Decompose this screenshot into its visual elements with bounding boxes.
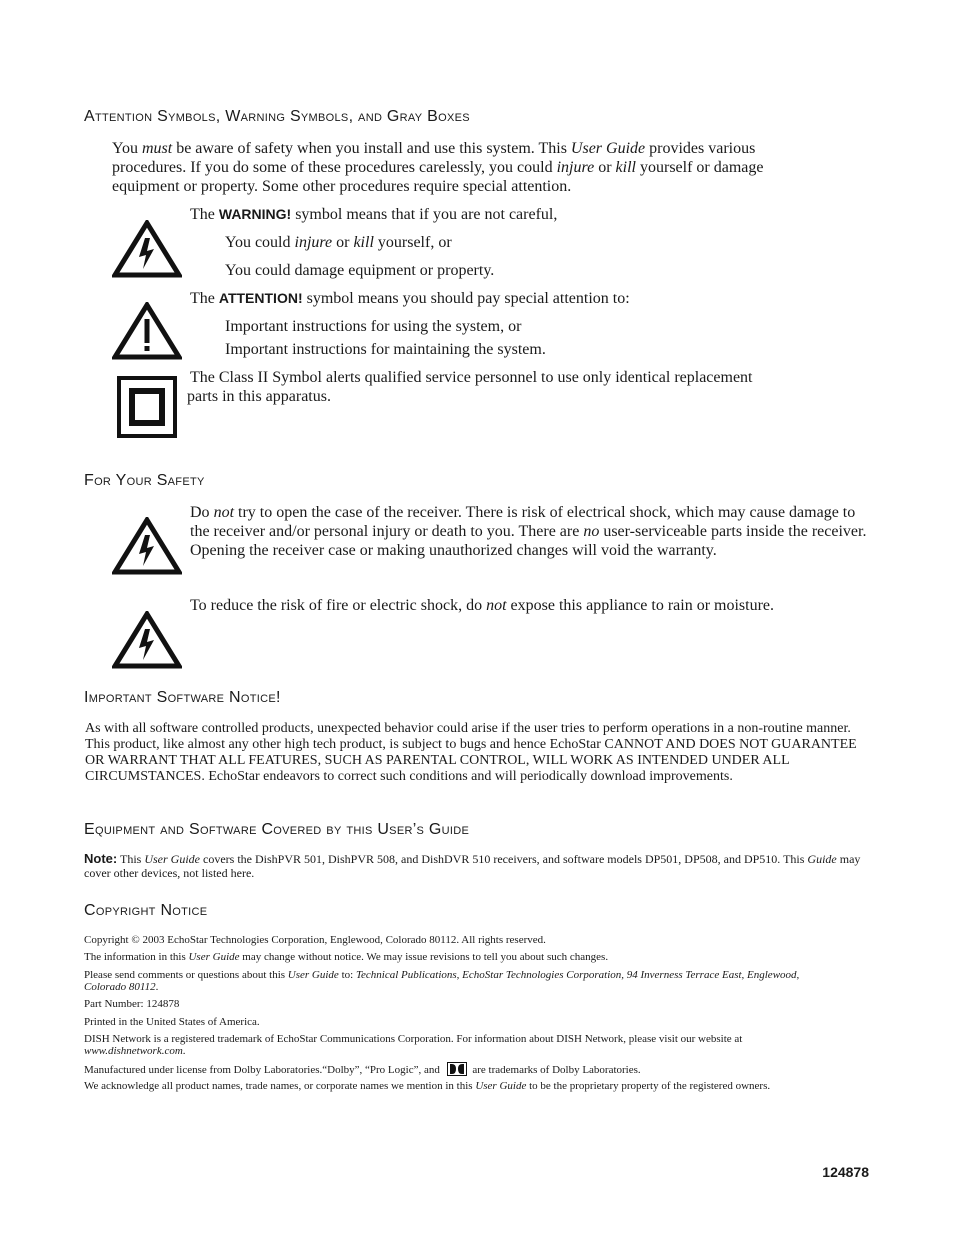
section-heading-copyright: Copyright Notice xyxy=(84,902,208,919)
copyright-line: Copyright © 2003 EchoStar Technologies Corporation, Englewood, Colorado 80112. All rights reserved. xyxy=(84,934,546,946)
warning-description: The WARNING! symbol means that if you are not careful, xyxy=(190,206,558,223)
page-number: 124878 xyxy=(822,1164,869,1180)
safety-paragraph-1: Do not try to open the case of the receiver. There is risk of electrical shock, which may cause damage to the receiver and/or personal injury or death to you. There are no user-serviceable parts inside the receiver. Opening the receiver case or making unauthorized changes will void the warranty. xyxy=(190,504,867,559)
comments-address: Please send comments or questions about this User Guide to: Technical Publications, EchoStar Technologies Corporation, 94 Inverness Terrace East, Englewood, Colorado 80112. xyxy=(84,969,800,993)
warning-line-2: You could damage equipment or property. xyxy=(225,262,495,279)
revision-notice: The information in this User Guide may change without notice. We may issue revisions to tell you about such changes. xyxy=(84,951,609,963)
dolby-double-d-icon xyxy=(447,1062,467,1076)
exclamation-attention-icon xyxy=(112,302,182,360)
lightning-warning-icon xyxy=(112,611,182,669)
acknowledgement: We acknowledge all product names, trade names, or corporate names we mention in this User Guide to be the proprietary property of the registered owners. xyxy=(84,1080,771,1092)
class-ii-double-square-icon xyxy=(117,376,177,438)
attention-line-1: Important instructions for using the system, or xyxy=(225,318,522,335)
safety-paragraph-2: To reduce the risk of fire or electric shock, do not expose this appliance to rain or moisture. xyxy=(190,597,775,614)
attention-line-2: Important instructions for maintaining the system. xyxy=(225,341,546,358)
section-heading-software: Important Software Notice! xyxy=(84,689,281,706)
attention-intro: You must be aware of safety when you install and use this system. This User Guide provides various procedures. If you do some of these procedures carelessly, you could injure or kill yourself or damage equipment or property. Some other procedures require special attention. xyxy=(112,140,764,195)
section-heading-attention: Attention Symbols, Warning Symbols, and Gray Boxes xyxy=(84,108,470,125)
part-number: Part Number: 124878 xyxy=(84,998,180,1010)
equipment-note: Note: This User Guide covers the DishPVR 501, DishPVR 508, and DishDVR 510 receivers, and software models DP501, DP508, and DP510. This Guide may cover other devices, not listed here. xyxy=(84,851,861,880)
section-heading-equipment: Equipment and Software Covered by this User’s Guide xyxy=(84,821,470,838)
class2-line-1: The Class II Symbol alerts qualified service personnel to use only identical replacement xyxy=(190,369,753,386)
software-notice-body: As with all software controlled products, unexpected behavior could arise if the user tries to perform operations in a non-routine manner. This product, like almost any other high tech product, is subject to bugs and hence EchoStar CANNOT AND DOES NOT GUARANTEE OR WARRANT THAT ALL FEATURES, SUCH AS PARENTAL CONTROL, WILL WORK AS INTENDED UNDER ALL CIRCUMSTANCES. EchoStar endeavors to correct such conditions and will periodically download improvements. xyxy=(85,721,857,784)
warning-line-1: You could injure or kill yourself, or xyxy=(225,234,452,251)
class2-line-2: parts in this apparatus. xyxy=(187,388,331,405)
printed-in: Printed in the United States of America. xyxy=(84,1016,260,1028)
attention-description: The ATTENTION! symbol means you should pay special attention to: xyxy=(190,290,630,307)
dolby-trademark: Manufactured under license from Dolby Laboratories.“Dolby”, “Pro Logic”, and are trademarks of Dolby Laboratories. xyxy=(84,1064,641,1076)
section-heading-safety: For Your Safety xyxy=(84,472,205,489)
dish-trademark: DISH Network is a registered trademark of EchoStar Communications Corporation. For information about DISH Network, please visit our website at www.dishnetwork.com. xyxy=(84,1033,743,1057)
lightning-warning-icon xyxy=(112,220,182,278)
lightning-warning-icon xyxy=(112,517,182,575)
